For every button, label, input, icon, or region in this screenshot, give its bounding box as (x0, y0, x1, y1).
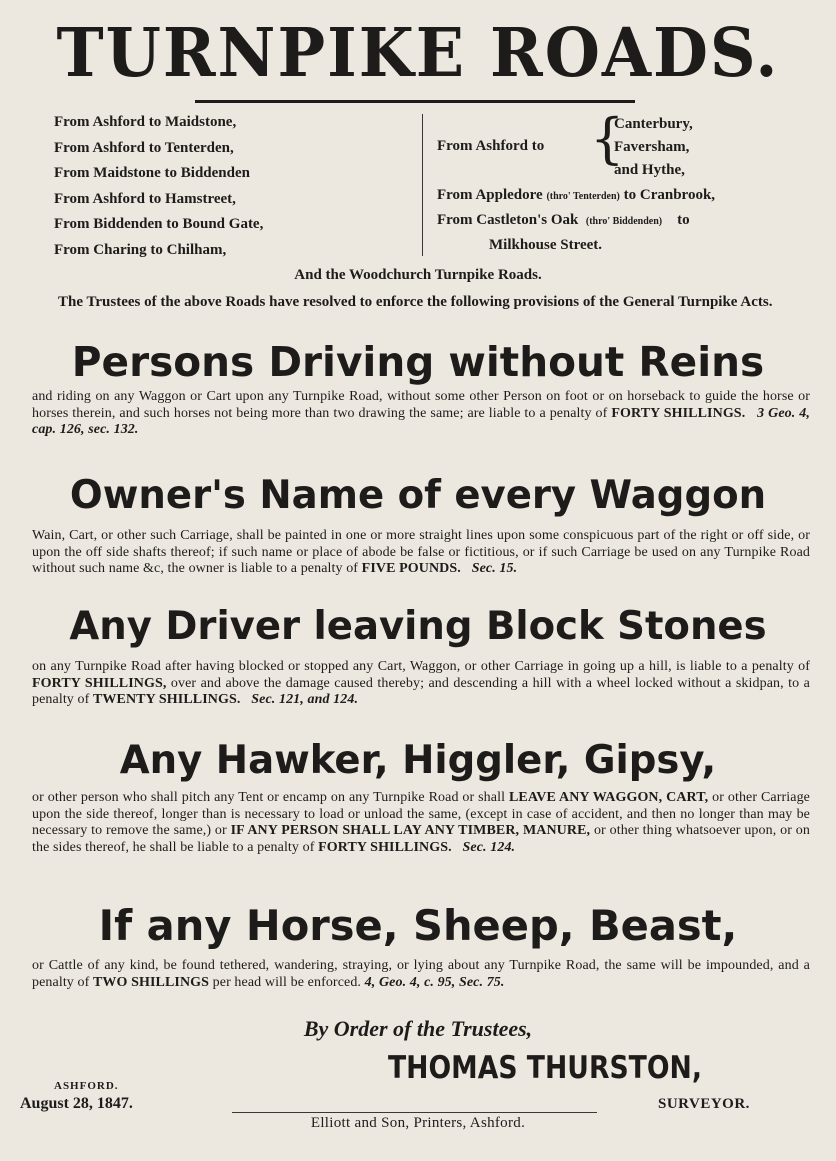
route-castleton (437, 212, 690, 229)
woodchurch-line: And the Woodchurch Turnpike Roads. (294, 267, 542, 283)
route-item: From Maidstone to Biddenden (54, 165, 250, 181)
signer-role: SURVEYOR. (658, 1096, 750, 1112)
route-appledore-from: From Appledore (437, 187, 543, 203)
section-text: per head will be enforced. (212, 974, 362, 990)
emphasis-caps: IF ANY PERSON SHALL LAY ANY TIMBER, MANURE, (230, 823, 591, 838)
emphasis-caps: LEAVE ANY WAGGON, CART, (508, 790, 709, 805)
intro-paragraph (32, 294, 812, 310)
section-body (32, 659, 810, 709)
printer-imprint: Elliott and Son, Printers, Ashford. (310, 1115, 526, 1131)
route-appledore-via: (thro' Tenterden) (546, 191, 620, 202)
order-line: By Order of the Trustees, (303, 1016, 533, 1041)
section-body (32, 958, 810, 991)
section-body (32, 790, 810, 856)
route-destination: and Hythe, (614, 162, 685, 178)
signer-name: THOMAS THURSTON, (388, 1050, 702, 1086)
section-text: or other thing whatsoever upon, or on the sides thereof, he shall be liable to a penalty of (32, 823, 810, 855)
section-text: or other Carriage upon the side thereof, longer than is necessary to load or unload the same, (except in case of accident, and then no longer than may be necessary to remove the same,) or (32, 790, 810, 838)
poster-title: TURNPIKE ROADS. (56, 14, 780, 93)
statute-ref: Sec. 121, and 124. (251, 692, 359, 707)
statute-ref: 4, Geo. 4, c. 95, Sec. 75. (364, 974, 505, 990)
section-text: Wain, Cart, or other such Carriage, shall be painted in one or more straight lines upon some conspicuous part of the right or off side, or upon the off side shafts thereof; if such name or place of abode be false or fictitious, or if such Carriage be used on any Turnpike Road without such name &c, the owner is liable to a penalty of (32, 528, 810, 576)
statute-ref: 3 Geo. 4, cap. 126, sec. 132. (32, 405, 810, 437)
section-heading: Any Hawker, Higgler, Gipsy, (119, 738, 717, 783)
route-item: From Ashford to Maidstone, (54, 114, 237, 130)
route-destination: Faversham, (614, 139, 690, 155)
route-item: From Ashford to Tenterden, (54, 139, 234, 156)
statute-ref: Sec. 124. (462, 839, 516, 855)
date: August 28, 1847. (20, 1095, 133, 1112)
route-castleton-from: From Castleton's Oak (437, 212, 579, 228)
section-text: and riding on any Waggon or Cart upon any Turnpike Road, without some other Person on foot or on horseback to guide the horse or horses therein, and such horses not being more than two drawing the same; are liable to a penalty of (32, 389, 810, 421)
footer-rule (232, 1112, 597, 1113)
penalty: TWENTY SHILLINGS. (92, 692, 241, 707)
section-body (32, 389, 810, 439)
section-text: over and above the damage caused thereby; and descending a hill with a wheel locked without a skidpan, to a penalty of (32, 675, 810, 707)
routes-left-list (54, 110, 424, 263)
route-castleton-dest: Milkhouse Street. (489, 237, 603, 253)
section-heading: If any Horse, Sheep, Beast, (98, 901, 738, 950)
place: ASHFORD. (54, 1080, 119, 1092)
penalty: FORTY SHILLINGS, (32, 675, 167, 691)
intro-text: The Trustees of the above Roads have resolved to enforce the following provisions of the General Turnpike Acts. (58, 294, 773, 310)
section-text: on any Turnpike Road after having blocked or stopped any Cart, Waggon, or other Carriage in going up a hill, is liable to a penalty of (32, 659, 810, 674)
route-castleton-via: (thro' Biddenden) (585, 216, 663, 227)
route-appledore-to: to Cranbrook, (623, 187, 716, 203)
route-item: From Biddenden to Bound Gate, (54, 216, 264, 232)
penalty: TWO SHILLINGS (92, 974, 210, 990)
section-heading: Owner's Name of every Waggon (69, 473, 767, 518)
route-appledore (437, 187, 715, 204)
route-destination: Canterbury, (614, 116, 693, 132)
column-divider (422, 114, 423, 256)
penalty: FORTY SHILLINGS. (611, 405, 746, 421)
title-rule (195, 100, 635, 103)
statute-ref: Sec. 15. (471, 561, 518, 576)
section-heading: Any Driver leaving Block Stones (69, 604, 767, 649)
curly-brace-icon: { (590, 107, 625, 170)
penalty: FORTY SHILLINGS. (318, 839, 452, 855)
route-ashford-prefix: From Ashford to (437, 138, 545, 154)
route-castleton-to: to (677, 212, 690, 228)
route-item: From Ashford to Hamstreet, (54, 190, 236, 207)
section-heading: Persons Driving without Reins (71, 338, 765, 386)
section-text: or Cattle of any kind, be found tethered, wandering, straying, or lying about any Turnpike Road, the same will be impounded, and a penalty of (32, 958, 810, 990)
route-item: From Charing to Chilham, (54, 241, 227, 258)
section-text: or other person who shall pitch any Tent or encamp on any Turnpike Road or shall (32, 790, 506, 805)
section-body (32, 528, 810, 578)
penalty: FIVE POUNDS. (361, 561, 461, 576)
